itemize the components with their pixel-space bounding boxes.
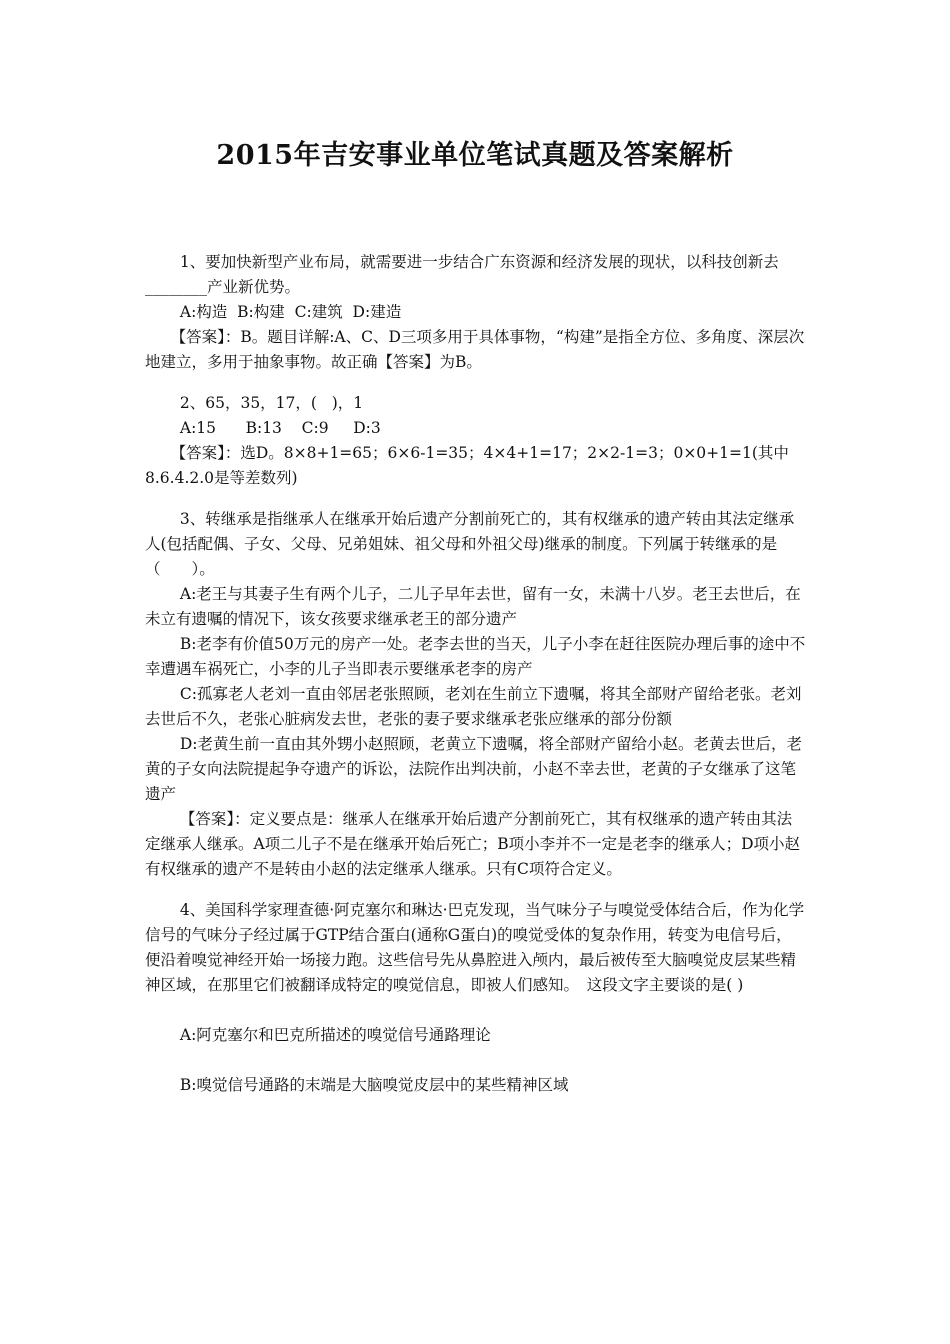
q1-answer: 【答案】：B。题目详解:A、C、D三项多用于具体事物，“构建”是指全方位、多角度、深层次地建立，多用于抽象事物。故正确【答案】为B。 [145, 328, 805, 371]
document-body [145, 250, 807, 1098]
q3-answer: 【答案】：定义要点是：继承人在继承开始后遗产分割前死亡，其有权继承的遗产转由其法定继承人继承。A项二儿子不是在继承开始后死亡；B项小李并不一定是老李的继承人；D项小赵有权继承的遗产不是转由小赵的法定继承人继承。只有C项符合定义。 [145, 810, 801, 878]
q3-option-b: B:老李有价值50万元的房产一处。老李去世的当天，儿子小李在赶往医院办理后事的途中不幸遭遇车祸死亡，小李的儿子当即表示要继承老李的房产 [145, 635, 806, 678]
q2-stem: 2、65，35，17，( )，1 [179, 394, 364, 412]
q1-options: A:构造 B:构建 C:建筑 D:建造 [179, 303, 402, 321]
q1-stem: 1、要加快新型产业布局，就需要进一步结合广东资源和经济发展的现状，以科技创新去________产业新优势。 [145, 253, 779, 296]
page-title: 2015年吉安事业单位笔试真题及答案解析 [216, 140, 734, 171]
q4-stem: 4、美国科学家理查德·阿克塞尔和琳达·巴克发现，当气味分子与嗅觉受体结合后，作为化学信号的气味分子经过属于GTP结合蛋白(通称G蛋白)的嗅觉受体的复杂作用，转变为电信号后，便沿着嗅觉神经开始一场接力跑。这些信号先从鼻腔进入颅内，最后被传至大脑嗅觉皮层某些精神区域，在那里它们被翻译成特定的嗅觉信息，即被人们感知。 这段文字主要谈的是( ) [145, 901, 805, 994]
q2-options: A:15 B:13 C:9 D:3 [179, 419, 381, 437]
q4-option-a: A:阿克塞尔和巴克所描述的嗅觉信号通路理论 [179, 1026, 491, 1044]
q3-option-c: C:孤寡老人老刘一直由邻居老张照顾，老刘在生前立下遗嘱，将其全部财产留给老张。老刘去世后不久，老张心脏病发去世，老张的妻子要求继承老张应继承的部分份额 [145, 685, 802, 728]
q3-option-d: D:老黄生前一直由其外甥小赵照顾，老黄立下遗嘱，将全部财产留给小赵。老黄去世后，老黄的子女向法院提起争夺遗产的诉讼，法院作出判决前，小赵不幸去世，老黄的子女继承了这笔遗产 [145, 735, 803, 803]
q3-option-a: A:老王与其妻子生有两个儿子，二儿子早年去世，留有一女，未满十八岁。老王去世后，在未立有遗嘱的情况下，该女孩要求继承老王的部分遗产 [145, 585, 801, 628]
q3-stem: 3、转继承是指继承人在继承开始后遗产分割前死亡的，其有权继承的遗产转由其法定继承人(包括配偶、子女、父母、兄弟姐妹、祖父母和外祖父母)继承的制度。下列属于转继承的是（ ）。 [145, 510, 795, 578]
q2-answer: 【答案】：选D。8×8+1=65；6×6-1=35；4×4+1=17；2×2-1=3；0×0+1=1(其中8.6.4.2.0是等差数列) [145, 444, 789, 487]
q4-option-b: B:嗅觉信号通路的末端是大脑嗅觉皮层中的某些精神区域 [179, 1076, 569, 1094]
